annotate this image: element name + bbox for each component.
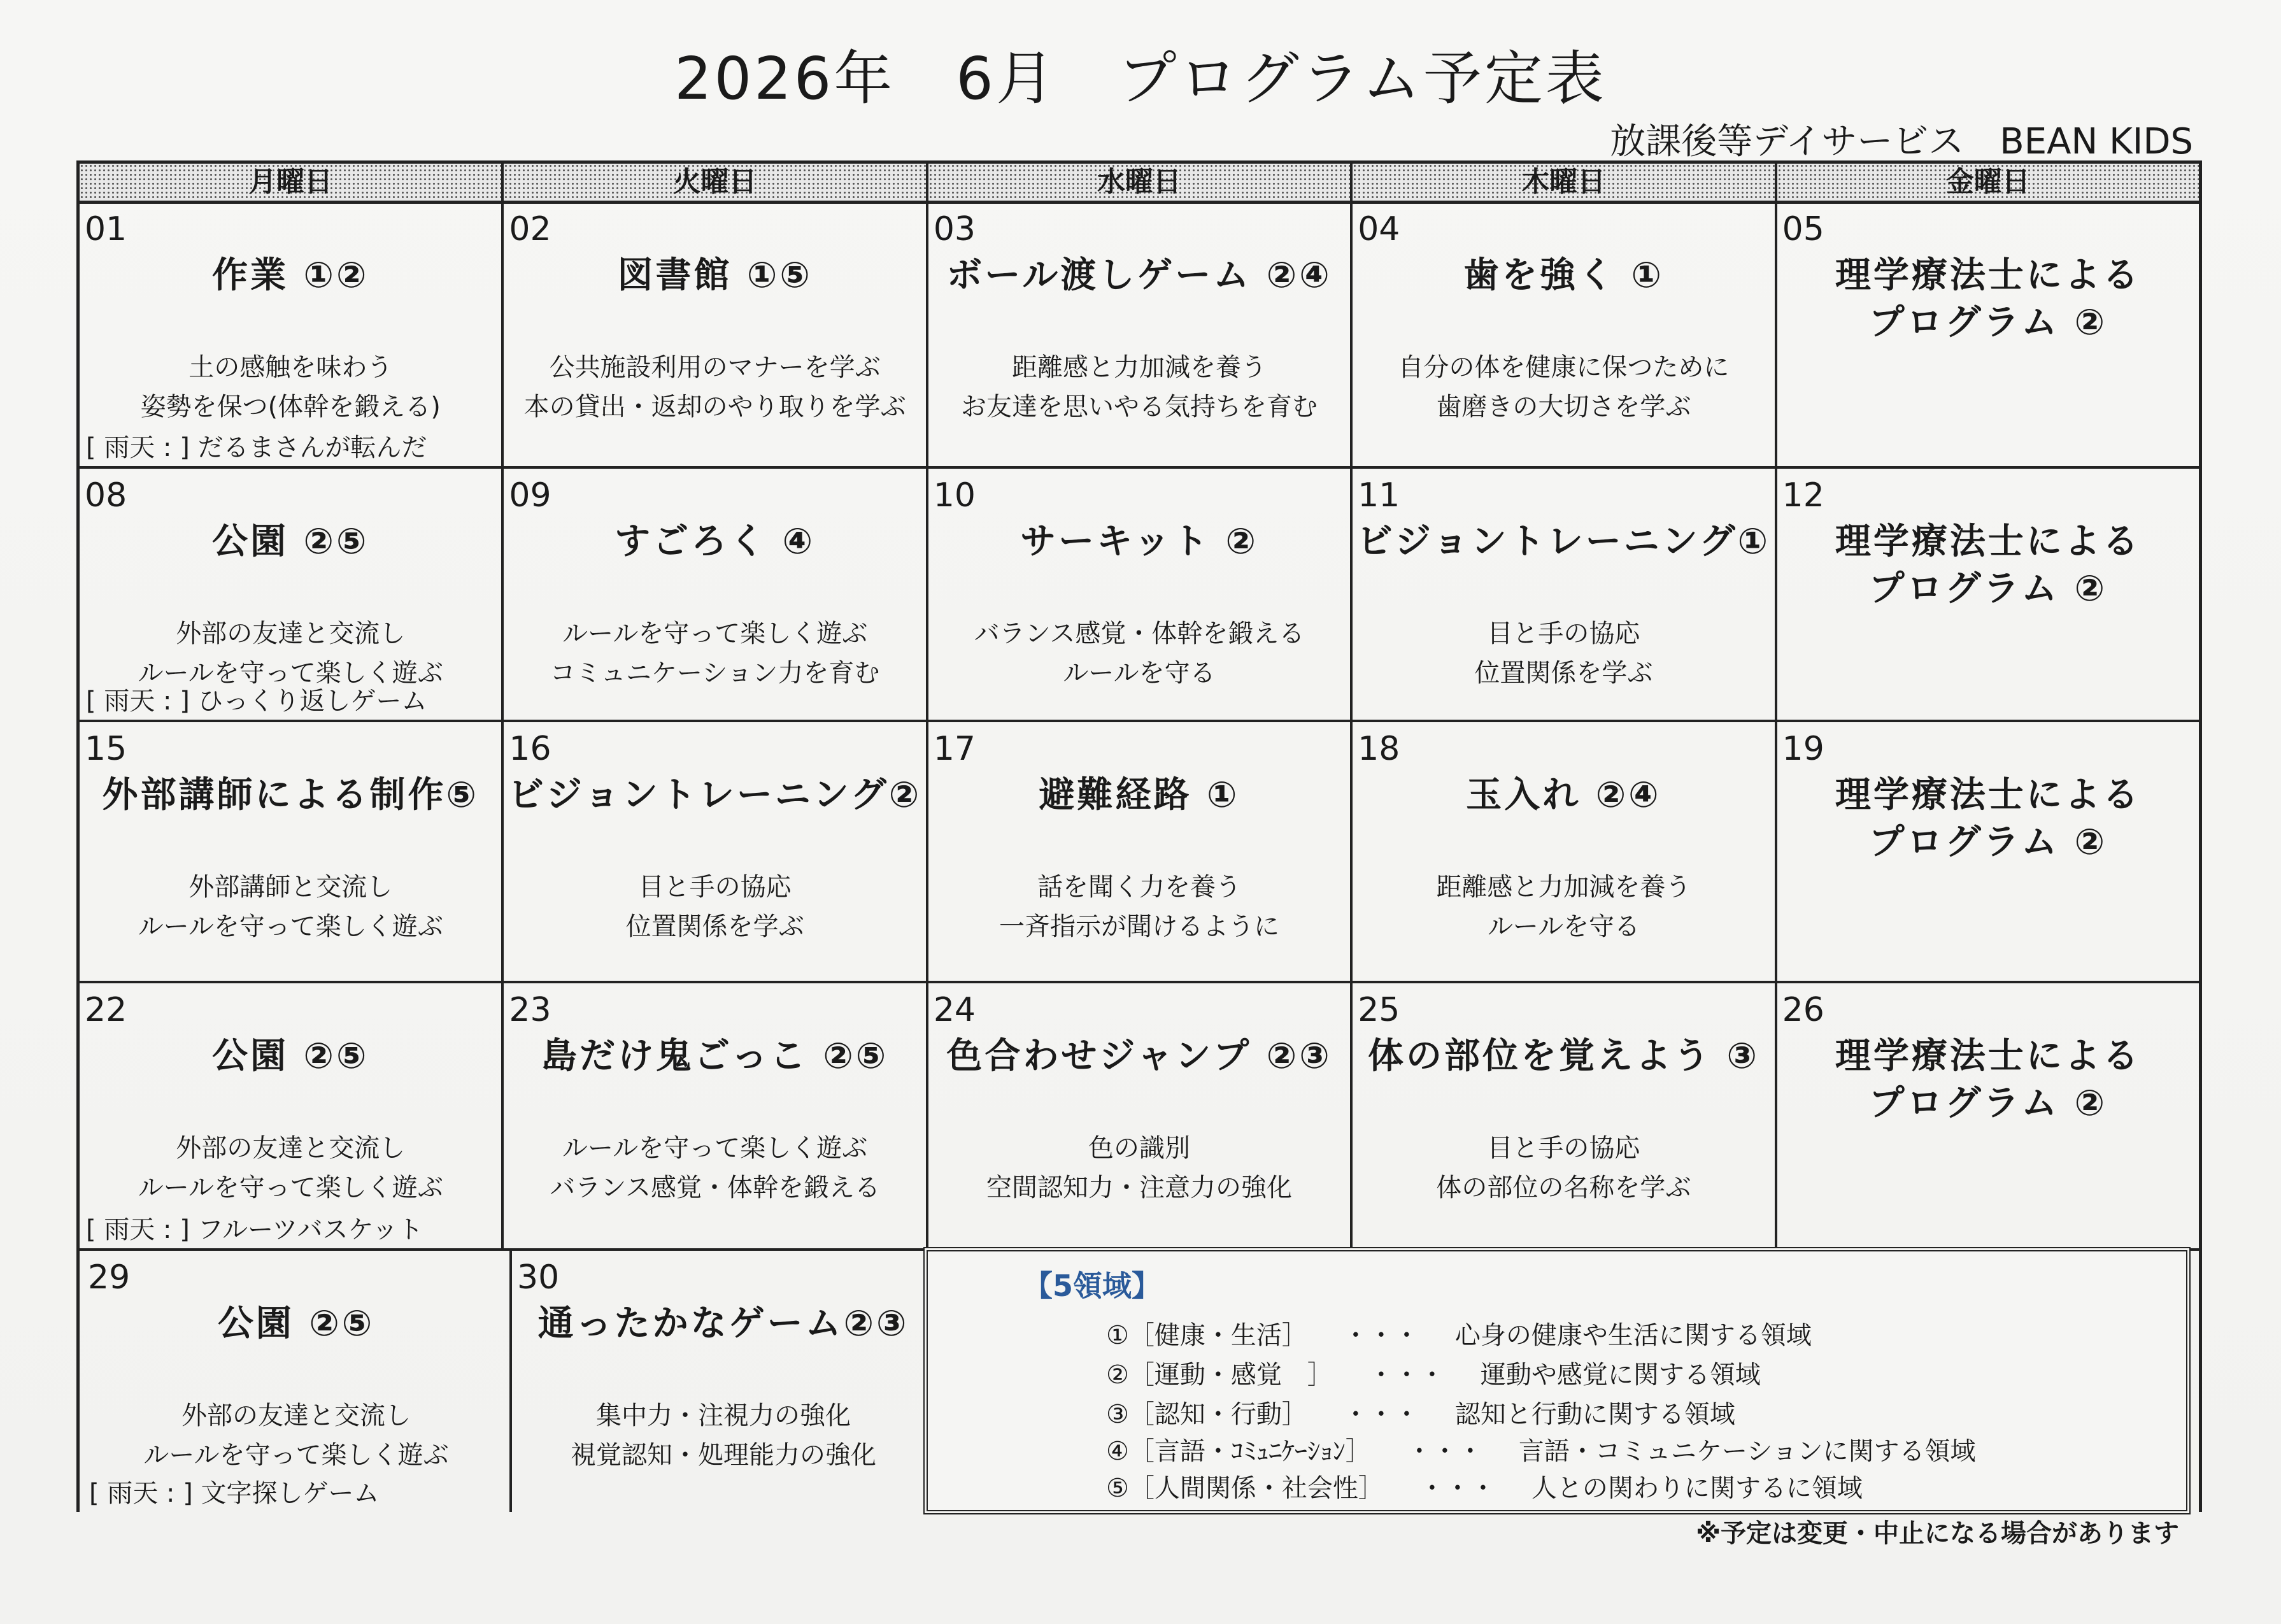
weekday-tuesday: 火曜日 [504, 164, 928, 201]
activity-title: 避難経路 ① [1039, 774, 1240, 816]
activity-title: ビジョントレーニング② [508, 774, 922, 816]
description-line: 空間認知力・注意力の強化 [986, 1173, 1293, 1202]
day-cell [928, 722, 1353, 981]
day-cell [504, 722, 928, 981]
day-cell [1777, 203, 2199, 466]
activity-title: 理学療法士による プログラム ② [1835, 1036, 2141, 1124]
rainy-day-alternative: [ 雨天 : ] フルーツバスケット [86, 1215, 423, 1244]
activity-title: 歯を強く ① [1463, 255, 1664, 296]
description-line: 位置関係を学ぶ [625, 912, 804, 941]
activity-title: 図書館 ①⑤ [617, 255, 813, 296]
day-cell [1777, 983, 2199, 1248]
description-line: 本の貸出・返却のやり取りを学ぶ [523, 392, 906, 422]
legend-item-label: ③［認知・行動］ [1106, 1400, 1307, 1429]
activity-title: 公園 ②⑤ [212, 1036, 369, 1077]
day-number: 30 [517, 1258, 560, 1297]
description-line: 一斉指示が聞けるように [999, 912, 1280, 941]
legend-item [1106, 1315, 1812, 1351]
day-cell [1353, 469, 1777, 720]
activity-title: ボール渡しゲーム ②④ [946, 255, 1332, 296]
day-number: 22 [85, 991, 127, 1029]
day-cell [928, 983, 1353, 1248]
page-title: 2026年 6月 プログラム予定表 [674, 45, 1607, 113]
description-line: 外部の友達と交流し [176, 619, 406, 648]
day-cell [83, 1251, 512, 1512]
day-number: 18 [1358, 730, 1400, 768]
description-line: 位置関係を学ぶ [1474, 659, 1653, 688]
schedule-change-note: ※予定は変更・中止になる場合があります [1696, 1519, 2179, 1548]
activity-description [928, 348, 1350, 427]
day-cell [504, 983, 928, 1248]
activity-description [512, 1396, 935, 1475]
weekday-header [76, 160, 2202, 204]
activity-title: 理学療法士による プログラム ② [1835, 255, 2141, 343]
activity-title: 体の部位を覚えよう ③ [1367, 1036, 1759, 1077]
legend-item-text: 認知と行動に関する領域 [1454, 1400, 1735, 1429]
day-cell [504, 203, 928, 466]
description-line: 距離感と力加減を養う [1012, 353, 1267, 382]
legend-item-label: ①［健康・生活］ [1106, 1321, 1307, 1350]
rainy-day-alternative: [ 雨天 : ] 文字探しゲーム [89, 1479, 380, 1508]
legend-item-label: ④［言語・ｺﾐｭﾆｹｰｼｮﾝ］ [1106, 1437, 1371, 1466]
activity-title: 玉入れ ②④ [1466, 774, 1661, 816]
description-line: 目と手の協応 [1487, 1134, 1640, 1163]
description-line: 話を聞く力を養う [1037, 873, 1242, 902]
weekday-thursday: 木曜日 [1353, 164, 1777, 201]
description-line: バランス感覚・体幹を鍛える [550, 1173, 881, 1202]
week-row [80, 722, 2199, 983]
description-line: 色の識別 [1088, 1134, 1191, 1163]
legend-item [1106, 1468, 1863, 1504]
day-cell [80, 469, 504, 720]
description-line: ルールを守る [1487, 912, 1640, 941]
description-line: 外部講師と交流し [188, 873, 393, 902]
day-number: 19 [1782, 730, 1824, 768]
activity-description [80, 867, 501, 946]
day-number: 10 [933, 476, 976, 515]
day-number: 25 [1358, 991, 1400, 1029]
description-line: 自分の体を健康に保つために [1398, 353, 1730, 382]
description-line: 体の部位の名称を学ぶ [1436, 1173, 1691, 1202]
day-number: 23 [509, 991, 551, 1029]
day-cell [80, 203, 504, 466]
day-number: 15 [85, 730, 127, 768]
legend-title: 【5領域】 [1023, 1269, 1162, 1303]
legend-item [1106, 1394, 1735, 1430]
activity-title: 色合わせジャンプ ②③ [946, 1036, 1332, 1077]
description-line: 公共施設利用のマナーを学ぶ [549, 353, 881, 382]
activity-description [504, 867, 925, 946]
day-number: 03 [933, 210, 976, 248]
description-line: ルールを守って楽しく遊ぶ [138, 659, 443, 688]
day-cell [928, 203, 1353, 466]
day-cell [928, 469, 1353, 720]
activity-description [928, 1129, 1350, 1207]
activity-description [504, 614, 925, 693]
activity-title: 理学療法士による プログラム ② [1835, 521, 2141, 609]
activity-description [1353, 614, 1774, 693]
legend-item-dots: ・・・ [1342, 1321, 1419, 1350]
day-number: 12 [1782, 476, 1824, 515]
description-line: 外部の友達と交流し [176, 1134, 406, 1163]
day-number: 26 [1782, 991, 1824, 1029]
description-line: 外部の友達と交流し [181, 1401, 411, 1430]
activity-description [504, 348, 925, 427]
activity-title: すごろく ④ [615, 521, 816, 562]
week-row [80, 203, 2199, 469]
description-line: ルールを守る [1063, 659, 1216, 688]
five-domains-legend [923, 1247, 2191, 1514]
week-row [80, 469, 2199, 722]
day-cell [80, 722, 504, 981]
activity-description [80, 1129, 501, 1207]
day-cell [80, 983, 504, 1248]
activity-description [1353, 867, 1774, 946]
activity-description [928, 614, 1350, 693]
day-cell [1777, 469, 2199, 720]
activity-description [1353, 348, 1774, 427]
activity-description [1353, 1129, 1774, 1207]
description-line: お友達を思いやる気持ちを育む [961, 392, 1318, 422]
week-row [76, 1251, 935, 1512]
activity-title: ビジョントレーニング① [1356, 521, 1771, 562]
organization-name: 放課後等デイサービス BEAN KIDS [1610, 121, 2193, 162]
activity-description [504, 1129, 925, 1207]
legend-item-label: ⑤［人間関係・社会性］ [1106, 1474, 1384, 1503]
description-line: 目と手の協応 [1487, 619, 1640, 648]
description-line: ルールを守って楽しく遊ぶ [143, 1441, 449, 1470]
activity-title: 理学療法士による プログラム ② [1835, 774, 2141, 863]
weekday-friday: 金曜日 [1777, 164, 2199, 201]
day-number: 05 [1782, 210, 1824, 248]
week-row [80, 983, 2199, 1251]
day-cell [504, 469, 928, 720]
weekday-monday: 月曜日 [80, 164, 504, 201]
day-number: 09 [509, 476, 551, 515]
activity-title: 公園 ②⑤ [217, 1303, 375, 1344]
day-cell [1777, 722, 2199, 981]
description-line: 歯磨きの大切さを学ぶ [1436, 392, 1691, 422]
activity-title: 通ったかなゲーム②③ [537, 1303, 909, 1344]
day-number: 24 [933, 991, 976, 1029]
activity-description [928, 867, 1350, 946]
day-number: 04 [1358, 210, 1400, 248]
day-number: 16 [509, 730, 551, 768]
day-cell [1353, 203, 1777, 466]
legend-item-dots: ・・・ [1406, 1437, 1483, 1466]
day-number: 11 [1358, 476, 1400, 515]
legend-item-dots: ・・・ [1368, 1360, 1445, 1390]
day-number: 01 [85, 210, 127, 248]
description-line: 集中力・注視力の強化 [596, 1401, 851, 1430]
description-line: 距離感と力加減を養う [1436, 873, 1691, 902]
legend-item [1106, 1355, 1761, 1391]
day-cell [1353, 983, 1777, 1248]
description-line: 土の感触を味わう [188, 353, 393, 382]
legend-item-text: 心身の健康や生活に関する領域 [1454, 1321, 1812, 1350]
description-line: ルールを守って楽しく遊ぶ [138, 1173, 443, 1202]
description-line: 目と手の協応 [638, 873, 792, 902]
activity-description [80, 348, 501, 427]
legend-item-label: ②［運動・感覚 ］ [1106, 1360, 1333, 1390]
day-number: 17 [933, 730, 976, 768]
legend-item-dots: ・・・ [1342, 1400, 1419, 1429]
description-line: ルールを守って楽しく遊ぶ [138, 912, 443, 941]
description-line: 姿勢を保つ(体幹を鍛える) [140, 392, 441, 422]
legend-item [1106, 1431, 1975, 1467]
legend-item-text: 運動や感覚に関する領域 [1480, 1360, 1761, 1390]
day-cell [1353, 722, 1777, 981]
description-line: 視覚認知・処理能力の強化 [571, 1441, 876, 1470]
description-line: ルールを守って楽しく遊ぶ [562, 1134, 868, 1163]
activity-title: 外部講師による制作⑤ [102, 774, 479, 816]
legend-item-text: 言語・コミュニケーションに関する領域 [1518, 1437, 1976, 1466]
activity-title: サーキット ② [1020, 521, 1258, 562]
activity-description [83, 1396, 509, 1475]
day-number: 02 [509, 210, 551, 248]
rainy-day-alternative: [ 雨天 : ] ひっくり返しゲーム [86, 687, 427, 716]
day-number: 08 [85, 476, 127, 515]
day-number: 29 [88, 1258, 131, 1297]
legend-item-dots: ・・・ [1419, 1474, 1496, 1503]
activity-title: 作業 ①② [212, 255, 369, 296]
legend-item-text: 人との関わりに関するに領域 [1531, 1474, 1863, 1503]
weekday-wednesday: 水曜日 [928, 164, 1353, 201]
description-line: コミュニケーション力を育む [550, 659, 880, 688]
activity-title: 島だけ鬼ごっこ ②⑤ [541, 1036, 889, 1077]
rainy-day-alternative: [ 雨天 : ] だるまさんが転んだ [86, 433, 427, 462]
day-cell [512, 1251, 935, 1512]
description-line: ルールを守って楽しく遊ぶ [562, 619, 868, 648]
description-line: バランス感覚・体幹を鍛える [974, 619, 1305, 648]
activity-title: 公園 ②⑤ [212, 521, 369, 562]
